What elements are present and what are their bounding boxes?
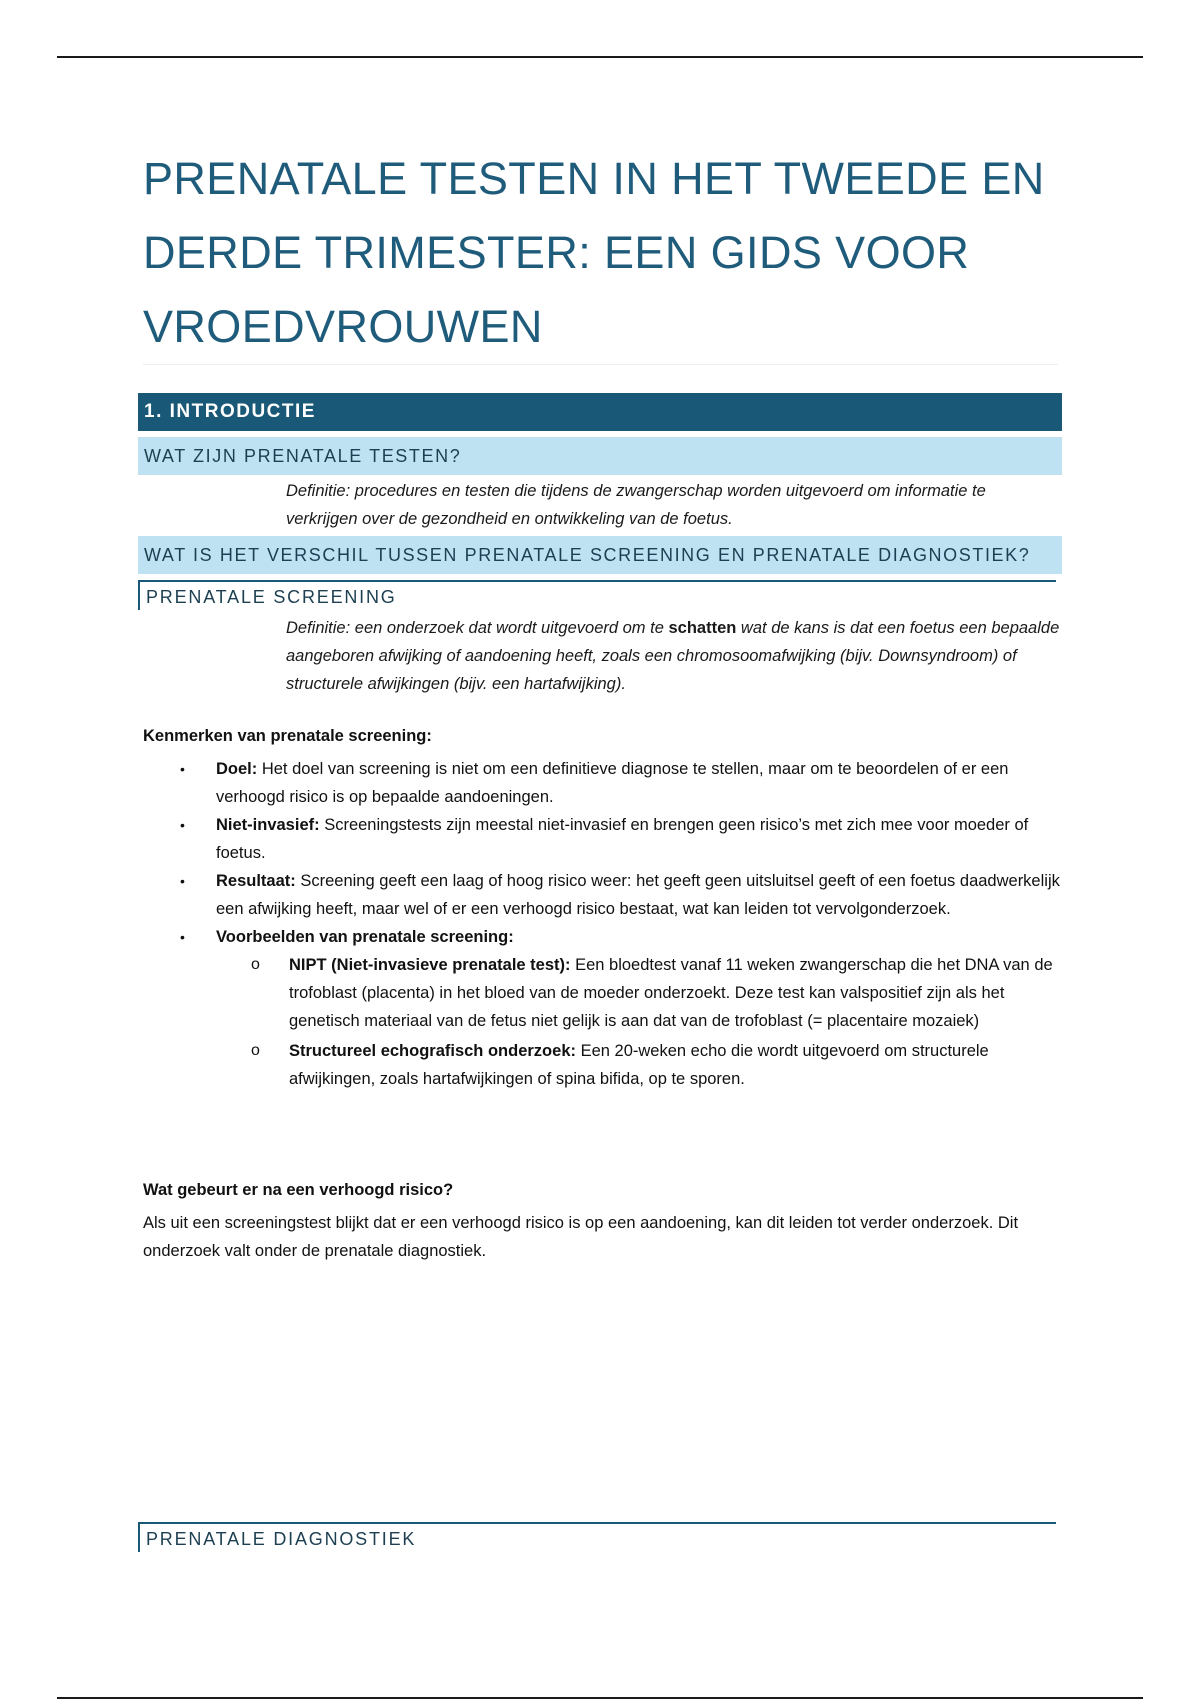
examples-list: [216, 951, 1063, 1093]
example-label: Structureel echografisch onderzoek:: [289, 1042, 576, 1060]
question-title: Wat gebeurt er na een verhoogd risico?: [143, 1181, 454, 1199]
heading-verschil-screening-diagnostiek: WAT IS HET VERSCHIL TUSSEN PRENATALE SCREENING EN PRENATALE DIAGNOSTIEK?: [138, 536, 1062, 574]
section-heading-introductie: 1. INTRODUCTIE: [138, 393, 1062, 431]
list-item: [143, 923, 1063, 1093]
feature-label: Voorbeelden van prenatale screening:: [216, 928, 514, 946]
feature-label: Resultaat:: [216, 872, 296, 890]
subheading-prenatale-diagnostiek: PRENATALE DIAGNOSTIEK: [138, 1522, 1056, 1552]
sub-list-item: [216, 951, 1063, 1035]
definition-emphasis: schatten: [668, 619, 737, 637]
feature-text: Screeningstests zijn meestal niet-invasief en brengen geen risico’s met zich mee voor moeder of foetus.: [216, 816, 1029, 862]
example-text: Een 20-weken echo die wordt uitgevoerd om structurele afwijkingen, zoals hartafwijkingen of spina bifida, op te sporen.: [289, 1042, 989, 1088]
definition-text-before: Definitie: een onderzoek dat wordt uitgevoerd om te: [286, 619, 669, 637]
feature-label: Niet-invasief:: [216, 816, 320, 834]
circle-bullet-icon: o: [251, 956, 260, 973]
feature-label: Doel:: [216, 760, 258, 778]
feature-text: Screening geeft een laag of hoog risico weer: het geeft geen uitsluitsel geeft of een foetus daadwerkelijk een afwijking heeft, maar wel of er een verhoogd risico bestaat, wat kan leiden tot vervolgonderzoek.: [216, 872, 1060, 918]
definition-text-after: wat de kans is dat een foetus een bepaalde aangeboren afwijking of aandoening heeft, zoals een chromosoomafwijking (bijv. Downsyndroom) of structurele afwijkingen (bijv. een hartafwijking).: [286, 619, 1060, 693]
heading-wat-zijn-prenatale-testen: WAT ZIJN PRENATALE TESTEN?: [138, 437, 1062, 475]
bullet-icon: •: [180, 761, 185, 777]
document-title: PRENATALE TESTEN IN HET TWEEDE EN DERDE TRIMESTER: EEN GIDS VOOR VROEDVROUWEN: [143, 153, 1045, 352]
bullet-icon: •: [180, 873, 185, 889]
definition-prenatale-testen: Definitie: procedures en testen die tijdens de zwangerschap worden uitgevoerd om informatie te verkrijgen over de gezondheid en ontwikkeling van de foetus.: [286, 482, 986, 528]
subheading-prenatale-screening: PRENATALE SCREENING: [138, 580, 1056, 610]
definition-prenatale-screening: [286, 614, 1061, 698]
circle-bullet-icon: o: [251, 1042, 260, 1059]
list-item: [143, 755, 1063, 811]
example-text: Een bloedtest vanaf 11 weken zwangerschap die het DNA van de trofoblast (placenta) in het bloed van de moeder onderzoekt. Deze test kan valspositief zijn als het genetisch materiaal van de fetus niet gelijk is aan dat van de trofoblast (= placentaire mozaiek): [289, 956, 1053, 1030]
features-title: Kenmerken van prenatale screening:: [143, 727, 432, 745]
bullet-icon: •: [180, 817, 185, 833]
title-divider: [143, 364, 1058, 365]
list-item: [143, 867, 1063, 923]
feature-text: Het doel van screening is niet om een definitieve diagnose te stellen, maar om te beoordelen of er een verhoogd risico is op bepaalde aandoeningen.: [216, 760, 1009, 806]
features-list: [143, 755, 1063, 1093]
footer-rule: [57, 1697, 1143, 1699]
question-text: Als uit een screeningstest blijkt dat er een verhoogd risico is op een aandoening, kan dit leiden tot verder onderzoek. Dit onderzoek valt onder de prenatale diagnostiek.: [143, 1214, 1019, 1260]
example-label: NIPT (Niet-invasieve prenatale test):: [289, 956, 571, 974]
sub-list-item: [216, 1037, 1063, 1093]
header-rule: [57, 56, 1143, 58]
list-item: [143, 811, 1063, 867]
bullet-icon: •: [180, 929, 185, 945]
